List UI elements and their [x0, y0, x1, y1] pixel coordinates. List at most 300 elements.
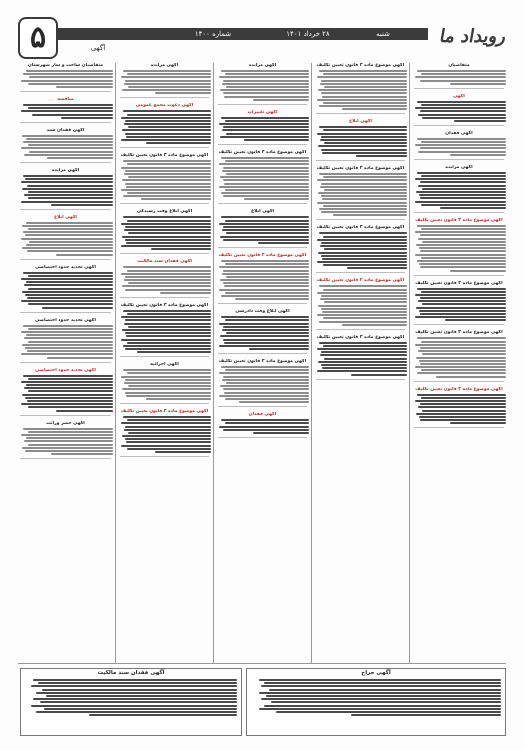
- text-line: [126, 441, 211, 443]
- text-line: [317, 99, 407, 101]
- text-line: [317, 202, 407, 204]
- text-line: [127, 342, 211, 344]
- text-line: [128, 282, 211, 284]
- text-line: [123, 195, 211, 197]
- text-line: [160, 292, 211, 294]
- text-line: [89, 714, 237, 716]
- text-line: [222, 273, 309, 275]
- text-line: [25, 450, 113, 452]
- ad-separator: [20, 415, 111, 416]
- text-line: [21, 353, 113, 355]
- ad-block: [118, 303, 211, 357]
- ad-block: [118, 409, 211, 457]
- text-line: [421, 204, 506, 206]
- text-line: [27, 250, 113, 252]
- text-line: [421, 257, 506, 259]
- text-line: [320, 298, 407, 300]
- text-line: [415, 294, 506, 296]
- text-line: [128, 126, 211, 128]
- page-number-badge: [18, 17, 58, 59]
- text-line: [321, 364, 407, 366]
- text-line: [23, 325, 113, 327]
- ad-title: آگهی موضوع ماده ۳ قانون تعیین تکلیف: [218, 252, 307, 258]
- text-line: [220, 236, 309, 238]
- text-line: [121, 316, 211, 318]
- text-line: [122, 89, 211, 91]
- ad-separator: [20, 209, 111, 210]
- text-line: [127, 192, 211, 194]
- ad-title: آگهی موضوع ماده ۳ قانون تعیین تکلیف: [415, 330, 503, 336]
- ad-title: آگهی ابلاغ وقت دادرسی: [235, 309, 290, 315]
- text-line: [221, 419, 309, 421]
- text-line: [127, 220, 211, 222]
- ad-title: آگهی موضوع ماده ۳ قانون تعیین تکلیف: [316, 63, 405, 68]
- text-line: [127, 73, 211, 75]
- text-line: [137, 351, 211, 353]
- text-line: [51, 453, 113, 455]
- ad-block: [412, 387, 506, 429]
- text-line: [46, 695, 237, 697]
- text-line: [450, 83, 506, 85]
- text-line: [226, 133, 309, 135]
- ad-separator: [218, 104, 307, 105]
- ad-title: آگهی موضوع ماده ۳ قانون تعیین تکلیف: [120, 153, 209, 159]
- column-divider: [115, 63, 116, 663]
- text-line: [320, 245, 407, 247]
- text-line: [124, 173, 211, 175]
- text-line: [28, 228, 114, 230]
- text-line: [322, 311, 407, 313]
- ad-title: آگهی ابلاغ: [251, 209, 274, 215]
- text-line: [26, 70, 113, 72]
- text-line: [22, 247, 113, 249]
- text-line: [25, 294, 113, 296]
- text-line: [121, 189, 211, 191]
- text-line: [264, 705, 502, 707]
- text-line: [421, 397, 506, 399]
- ad-title: آگهی تحدید حدود اختصاصی: [35, 367, 96, 373]
- text-line: [324, 189, 407, 191]
- text-line: [125, 226, 211, 228]
- text-line: [25, 347, 113, 349]
- text-line: [222, 329, 309, 331]
- text-line: [26, 334, 113, 336]
- text-line: [415, 201, 506, 203]
- ad-block: [18, 421, 113, 460]
- text-line: [125, 348, 211, 350]
- text-line: [122, 129, 211, 131]
- text-line: [420, 297, 506, 299]
- text-line: [28, 197, 114, 199]
- text-line: [125, 426, 211, 428]
- text-line: [124, 83, 211, 85]
- text-line: [415, 316, 506, 318]
- text-line: [25, 178, 113, 180]
- ad-block: [314, 278, 407, 329]
- text-line: [221, 192, 309, 194]
- ad-separator: [20, 458, 111, 459]
- ad-title: آگهی فقدان: [445, 130, 473, 136]
- text-line: [124, 229, 211, 231]
- ad-separator: [20, 122, 111, 123]
- text-line: [416, 191, 506, 193]
- text-line: [219, 345, 309, 347]
- text-line: [342, 108, 407, 110]
- text-line: [417, 337, 506, 339]
- text-line: [417, 225, 506, 227]
- text-line: [27, 400, 113, 402]
- text-line: [223, 429, 309, 431]
- text-line: [223, 80, 309, 82]
- text-line: [123, 216, 211, 218]
- text-line: [24, 194, 113, 196]
- ad-separator: [20, 312, 111, 313]
- text-line: [323, 264, 407, 266]
- text-line: [21, 403, 113, 405]
- text-line: [322, 96, 407, 98]
- text-line: [319, 285, 407, 287]
- text-line: [320, 186, 407, 188]
- text-line: [219, 123, 309, 125]
- text-line: [244, 139, 309, 141]
- ad-block: [118, 153, 211, 204]
- text-line: [356, 155, 407, 157]
- text-line: [219, 323, 309, 325]
- text-line: [421, 291, 506, 293]
- text-line: [436, 376, 507, 378]
- text-line: [323, 205, 407, 207]
- text-line: [317, 314, 407, 316]
- text-line: [224, 96, 309, 98]
- text-line: [225, 369, 309, 371]
- text-line: [223, 167, 309, 169]
- text-line: [146, 142, 211, 144]
- text-line: [122, 329, 211, 331]
- text-line: [123, 310, 211, 312]
- text-line: [121, 223, 211, 225]
- text-line: [420, 419, 506, 421]
- text-line: [125, 392, 211, 394]
- text-line: [225, 292, 309, 294]
- ad-block: [18, 128, 113, 163]
- text-line: [224, 392, 309, 394]
- text-line: [21, 147, 113, 149]
- text-line: [36, 692, 237, 694]
- text-line: [222, 129, 309, 131]
- text-line: [418, 300, 506, 302]
- text-line: [416, 357, 506, 359]
- text-line: [321, 195, 407, 197]
- ad-block: [412, 94, 506, 126]
- ad-separator: [414, 212, 504, 213]
- text-line: [323, 236, 407, 238]
- ad-block: [118, 103, 211, 148]
- text-line: [317, 179, 407, 181]
- text-line: [318, 361, 407, 363]
- text-line: [223, 226, 309, 228]
- text-line: [225, 220, 309, 222]
- text-line: [225, 422, 309, 424]
- text-line: [24, 154, 113, 156]
- text-line: [418, 114, 506, 116]
- text-line: [420, 234, 506, 236]
- text-line: [125, 289, 211, 291]
- ads-column-1: [412, 63, 506, 663]
- text-line: [417, 101, 506, 103]
- ad-separator: [20, 91, 111, 92]
- text-line: [317, 76, 407, 78]
- text-line: [223, 388, 309, 390]
- text-line: [21, 80, 113, 82]
- text-line: [28, 303, 114, 305]
- text-line: [418, 238, 506, 240]
- text-line: [317, 370, 407, 372]
- text-line: [321, 136, 407, 138]
- text-line: [23, 231, 113, 233]
- text-line: [124, 123, 211, 125]
- text-line: [420, 403, 506, 405]
- text-line: [421, 104, 506, 106]
- ad-block: [18, 265, 113, 313]
- text-line: [122, 236, 211, 238]
- text-line: [319, 105, 407, 107]
- ad-title: آگهی مزایده: [51, 168, 80, 173]
- ad-title: آگهی ابلاغ وقت رسیدگی: [136, 209, 193, 215]
- ads-column-5: [18, 63, 113, 663]
- text-line: [225, 160, 309, 162]
- text-line: [422, 117, 506, 119]
- text-line: [124, 382, 211, 384]
- text-line: [224, 183, 309, 185]
- text-line: [122, 388, 211, 390]
- text-line: [222, 379, 309, 381]
- ad-title: آگهی ابلاغ: [54, 214, 77, 220]
- text-line: [324, 358, 407, 360]
- text-line: [121, 167, 211, 169]
- text-line: [422, 303, 506, 305]
- text-line: [123, 160, 211, 162]
- text-line: [28, 275, 114, 277]
- text-line: [61, 117, 113, 119]
- text-line: [23, 428, 113, 430]
- section-label: آگهی: [90, 44, 106, 52]
- text-line: [321, 211, 407, 213]
- text-line: [321, 80, 407, 82]
- page-header: [18, 17, 506, 61]
- text-line: [219, 426, 309, 428]
- text-line: [23, 272, 113, 274]
- text-line: [416, 307, 506, 309]
- ad-block: [118, 259, 211, 298]
- text-line: [420, 347, 506, 349]
- ad-separator: [120, 97, 209, 98]
- text-line: [221, 70, 309, 72]
- ad-block: [314, 63, 407, 114]
- ad-title: آگهی موضوع ماده ۳ قانون تعیین تکلیف: [316, 334, 405, 340]
- text-line: [155, 451, 211, 453]
- text-line: [319, 173, 407, 175]
- text-line: [420, 250, 506, 252]
- text-line: [415, 231, 506, 233]
- ad-title: آگهی موضوع ماده ۳ قانون تعیین تکلیف: [415, 386, 503, 392]
- text-line: [220, 136, 309, 138]
- text-line: [125, 239, 211, 241]
- text-line: [22, 291, 113, 293]
- text-line: [418, 406, 506, 408]
- text-line: [123, 70, 211, 72]
- header-date: ۲۸ خرداد ۱۴۰۱: [286, 30, 330, 38]
- text-line: [33, 679, 237, 681]
- text-line: [23, 375, 113, 377]
- ad-separator: [316, 379, 405, 380]
- text-line: [347, 267, 407, 269]
- ad-block: [118, 63, 211, 98]
- text-line: [21, 110, 113, 112]
- text-line: [24, 337, 113, 339]
- text-line: [223, 179, 309, 181]
- text-line: [419, 416, 506, 418]
- text-line: [23, 73, 113, 75]
- text-line: [225, 319, 309, 321]
- text-line: [223, 376, 309, 378]
- text-line: [420, 80, 506, 82]
- text-line: [223, 126, 309, 128]
- text-line: [24, 284, 113, 286]
- ad-title: آگهی موضوع ماده ۳ قانون تعیین تکلیف: [218, 359, 307, 365]
- text-line: [121, 445, 211, 447]
- text-line: [322, 152, 407, 154]
- text-line: [28, 378, 114, 380]
- text-line: [323, 129, 407, 131]
- newspaper-logo: [428, 19, 506, 55]
- ad-title: آگهی موضوع ماده ۳ قانون تعیین تکلیف: [415, 280, 503, 286]
- text-line: [121, 139, 211, 141]
- ad-block: [18, 215, 113, 260]
- text-line: [25, 397, 113, 399]
- ad-title: آگهی مزایده: [248, 63, 277, 68]
- text-line: [235, 298, 309, 300]
- text-line: [220, 335, 309, 337]
- text-line: [253, 99, 309, 101]
- text-line: [21, 300, 113, 302]
- text-line: [226, 232, 309, 234]
- text-line: [40, 701, 237, 703]
- text-line: [417, 138, 506, 140]
- text-line: [422, 410, 506, 412]
- text-line: [141, 198, 211, 200]
- text-line: [420, 181, 506, 183]
- text-line: [22, 135, 113, 137]
- text-line: [26, 244, 113, 246]
- text-line: [24, 440, 113, 442]
- text-line: [47, 157, 114, 159]
- text-line: [128, 86, 211, 88]
- text-line: [333, 214, 407, 216]
- text-line: [419, 263, 506, 265]
- text-line: [123, 369, 211, 371]
- ad-title: آگهی اجرائیه: [150, 362, 179, 368]
- text-line: [220, 279, 309, 281]
- text-line: [319, 321, 407, 323]
- text-line: [219, 372, 309, 374]
- text-line: [421, 141, 506, 143]
- ad-block: [314, 225, 407, 273]
- ad-block: [412, 165, 506, 213]
- text-line: [146, 398, 211, 400]
- text-line: [317, 133, 407, 135]
- text-line: [220, 385, 309, 387]
- text-line: [415, 254, 506, 256]
- ad-block: [314, 335, 407, 380]
- text-line: [125, 183, 211, 185]
- text-line: [419, 360, 506, 362]
- ad-separator: [218, 437, 307, 438]
- text-line: [450, 270, 506, 272]
- text-line: [317, 239, 407, 241]
- text-line: [319, 70, 407, 72]
- text-line: [417, 172, 506, 174]
- text-line: [27, 185, 113, 187]
- text-line: [322, 198, 407, 200]
- ad-title: آگهی: [453, 93, 465, 99]
- text-line: [321, 183, 407, 185]
- text-line: [125, 438, 211, 440]
- text-line: [418, 185, 506, 187]
- text-line: [28, 83, 114, 85]
- ad-separator: [20, 162, 111, 163]
- ad-separator: [414, 381, 504, 382]
- text-line: [323, 102, 407, 104]
- text-line: [36, 711, 237, 713]
- ad-block: [216, 110, 309, 145]
- text-line: [29, 241, 113, 243]
- ad-separator: [316, 113, 405, 114]
- text-line: [320, 139, 407, 141]
- text-line: [226, 173, 309, 175]
- text-line: [219, 266, 309, 268]
- text-line: [28, 341, 113, 343]
- bottom-rule: [18, 663, 506, 664]
- ad-separator: [120, 456, 209, 457]
- text-line: [415, 366, 506, 368]
- ad-block: [412, 330, 506, 381]
- text-line: [123, 266, 211, 268]
- text-line: [26, 222, 113, 224]
- column-divider: [213, 63, 214, 663]
- text-line: [221, 260, 309, 262]
- text-line: [124, 279, 211, 281]
- text-line: [324, 86, 407, 88]
- text-line: [419, 310, 506, 312]
- bottom-ad-body-left: [21, 677, 241, 719]
- ad-title: آگهی تغییرات: [247, 109, 278, 115]
- text-line: [155, 92, 211, 94]
- text-line: [321, 149, 407, 151]
- ad-title: آگهی تحدید حدود اختصاصی: [35, 264, 96, 270]
- text-line: [126, 335, 211, 337]
- text-line: [420, 110, 506, 112]
- text-line: [126, 186, 211, 188]
- text-line: [121, 76, 211, 78]
- text-line: [276, 711, 501, 713]
- text-line: [259, 679, 502, 681]
- text-line: [249, 348, 309, 350]
- ad-title: آگهی موضوع ماده ۳ قانون تعیین تکلیف: [218, 150, 307, 155]
- text-line: [21, 434, 113, 436]
- ad-block: [216, 359, 309, 407]
- logo-text: رویداد ما: [437, 26, 508, 47]
- text-line: [219, 76, 309, 78]
